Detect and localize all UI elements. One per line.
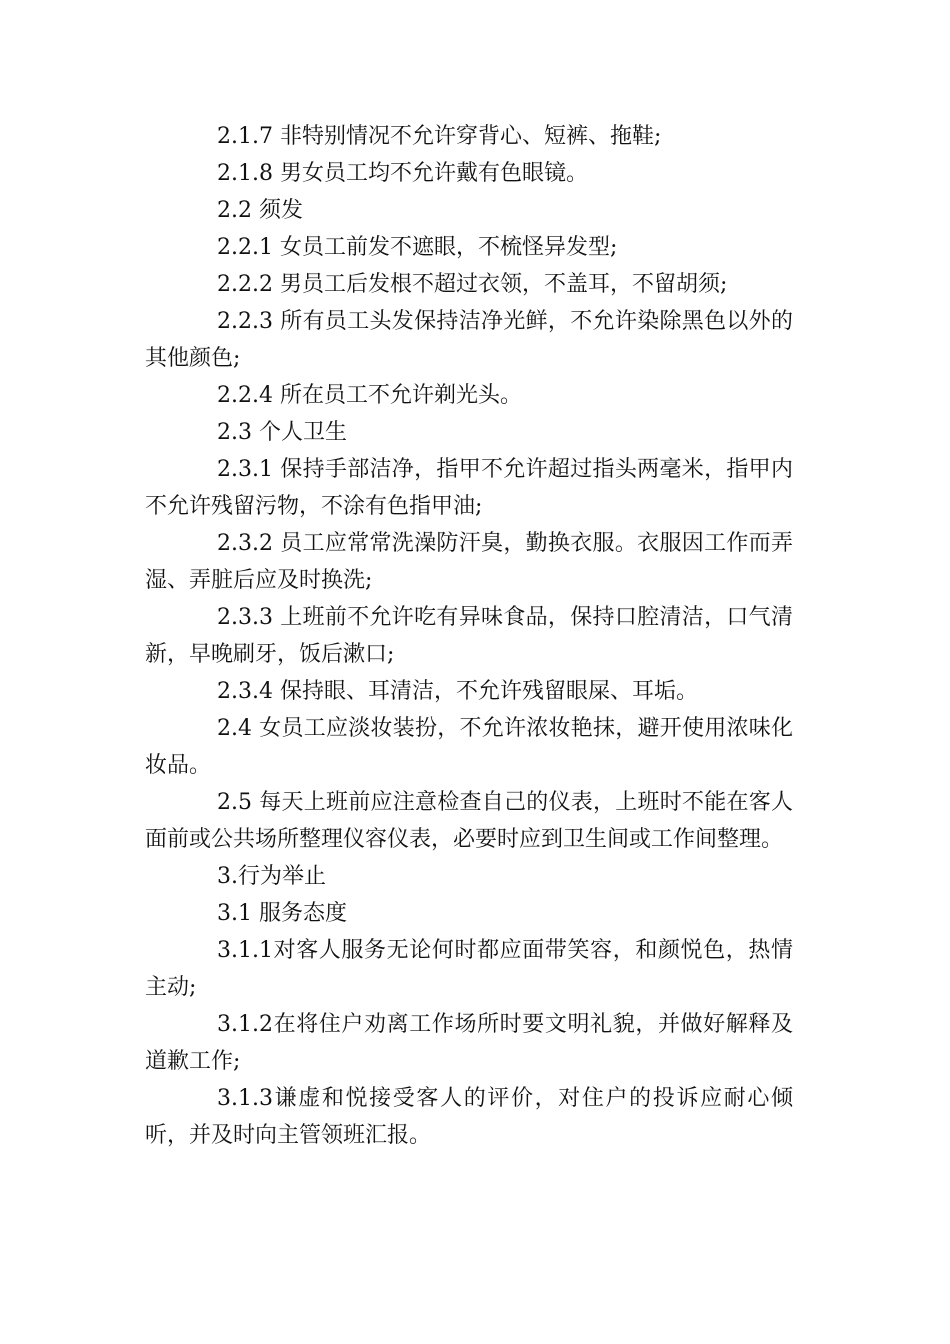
paragraph-2-4: 2.4 女员工应淡妆装扮，不允许浓妆艳抹，避开使用浓味化妆品。 (145, 716, 793, 778)
paragraph-2-1-7: 2.1.7 非特别情况不允许穿背心、短裤、拖鞋; (217, 124, 662, 149)
paragraph-2-2-4: 2.2.4 所在员工不允许剃光头。 (217, 383, 522, 408)
section-heading-2-3: 2.3 个人卫生 (217, 420, 347, 445)
paragraph-2-2-1: 2.2.1 女员工前发不遮眼，不梳怪异发型; (217, 235, 618, 260)
paragraph-2-2-3: 2.2.3 所有员工头发保持洁净光鲜，不允许染除黑色以外的其他颜色; (145, 309, 793, 371)
section-heading-3: 3.行为举止 (217, 864, 326, 889)
paragraph-3-1-3: 3.1.3谦虚和悦接受客人的评价，对住户的投诉应耐心倾听，并及时向主管领班汇报。 (145, 1086, 793, 1148)
paragraph-2-3-3: 2.3.3 上班前不允许吃有异味食品，保持口腔清洁，口气清新，早晚刷牙，饭后漱口; (145, 605, 793, 667)
paragraph-2-5: 2.5 每天上班前应注意检查自己的仪表，上班时不能在客人面前或公共场所整理仪容仪表，必要时应到卫生间或工作间整理。 (145, 790, 793, 852)
paragraph-3-1-2: 3.1.2在将住户劝离工作场所时要文明礼貌，并做好解释及道歉工作; (145, 1012, 793, 1074)
paragraph-2-3-1: 2.3.1 保持手部洁净，指甲不允许超过指头两毫米，指甲内不允许残留污物，不涂有色指甲油; (145, 457, 793, 519)
paragraph-2-3-2: 2.3.2 员工应常常洗澡防汗臭，勤换衣服。衣服因工作而弄湿、弄脏后应及时换洗; (145, 531, 793, 593)
document-body (145, 118, 793, 1154)
paragraph-2-2-2: 2.2.2 男员工后发根不超过衣领，不盖耳，不留胡须; (217, 272, 728, 297)
section-heading-3-1: 3.1 服务态度 (217, 901, 347, 926)
paragraph-2-3-4: 2.3.4 保持眼、耳清洁，不允许残留眼屎、耳垢。 (217, 679, 698, 704)
section-heading-2-2: 2.2 须发 (217, 198, 303, 223)
paragraph-3-1-1: 3.1.1对客人服务无论何时都应面带笑容，和颜悦色，热情主动; (145, 938, 793, 1000)
paragraph-2-1-8: 2.1.8 男女员工均不允许戴有色眼镜。 (217, 161, 588, 186)
